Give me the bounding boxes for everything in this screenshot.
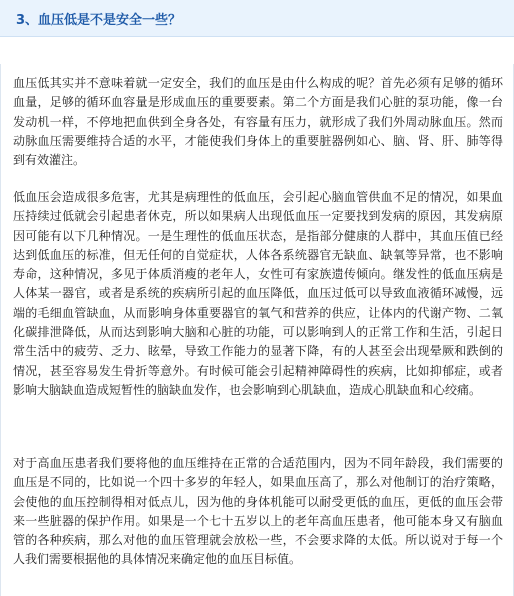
paragraph-blood-pressure-basics: 血压低其实并不意味着就一定安全，我们的血压是由什么构成的呢？首先必须有足够的循环血量，足够的循环血容量是形成血压的重要要素。第二个方面是我们心脏的泵功能，像一台发动机一样，不停地把血供到全身各处，有容量有压力，就形成了我们外周动脉血压。然而动脉血压需要维持合适的水平，才能使我们身体上的重要脏器例如心、脑、肾、肝、肺等得到有效灌注。 (13, 76, 503, 168)
section-header (0, 0, 514, 37)
section-title: 3、血压低是不是安全一些？ (16, 13, 182, 28)
article-body (0, 64, 514, 596)
paragraph-low-blood-pressure-harm: 低血压会造成很多危害，尤其是病理性的低血压，会引起心脑血管供血不足的情况，如果血压持续过低就会引起患者休克，所以如果病人出现低血压一定要找到发病的原因，其发病原因可能有以下几种情况。一是生理性的低血压状态，是指部分健康的人群中，其血压值已经达到低血压的标准，但无任何的自觉症状，人体各系统器官无缺血、缺氧等异常，也不影响寿命，这种情况，多见于体质消瘦的老年人，女性可有家族遗传倾向。继发性的低血压病是人体某一器官，或者是系统的疾病所引起的血压降低，血压过低可以导致血液循环减慢，远端的毛细血管缺血，从而影响身体重要器官的氧气和营养的供应，让体内的代谢产物、二氧化碳排泄降低，从而达到影响大脑和心脏的功能，可以影响到人的正常工作和生活，引起日常生活中的疲劳、乏力、眩晕，导致工作能力的显著下降，有的人甚至会出现晕厥和跌倒的情况，甚至容易发生骨折等意外。有时候可能会引起精神障碍性的疾病，比如抑郁症，或者影响大脑缺血造成短暂性的脑缺血发作，也会影响到心肌缺血，造成心肌缺血和心绞痛。 (13, 190, 503, 397)
paragraph-target-blood-pressure: 对于高血压患者我们要将他的血压维持在正常的合适范围内，因为不同年龄段，我们需要的血压是不同的，比如说一个四十多岁的年轻人，如果血压高了，那么对他制订的治疗策略，会使他的血压控制得相对低点儿，因为他的身体机能可以耐受更低的血压，更低的血压会带来一些脏器的保护作用。如果是一个七十五岁以上的老年高血压患者，他可能本身又有脑血管的各种疾病，那么对他的血压管理就会放松一些，不会要求降的太低。所以说对于每一个人我们需要根据他的具体情况来确定他的血压目标值。 (13, 456, 503, 567)
